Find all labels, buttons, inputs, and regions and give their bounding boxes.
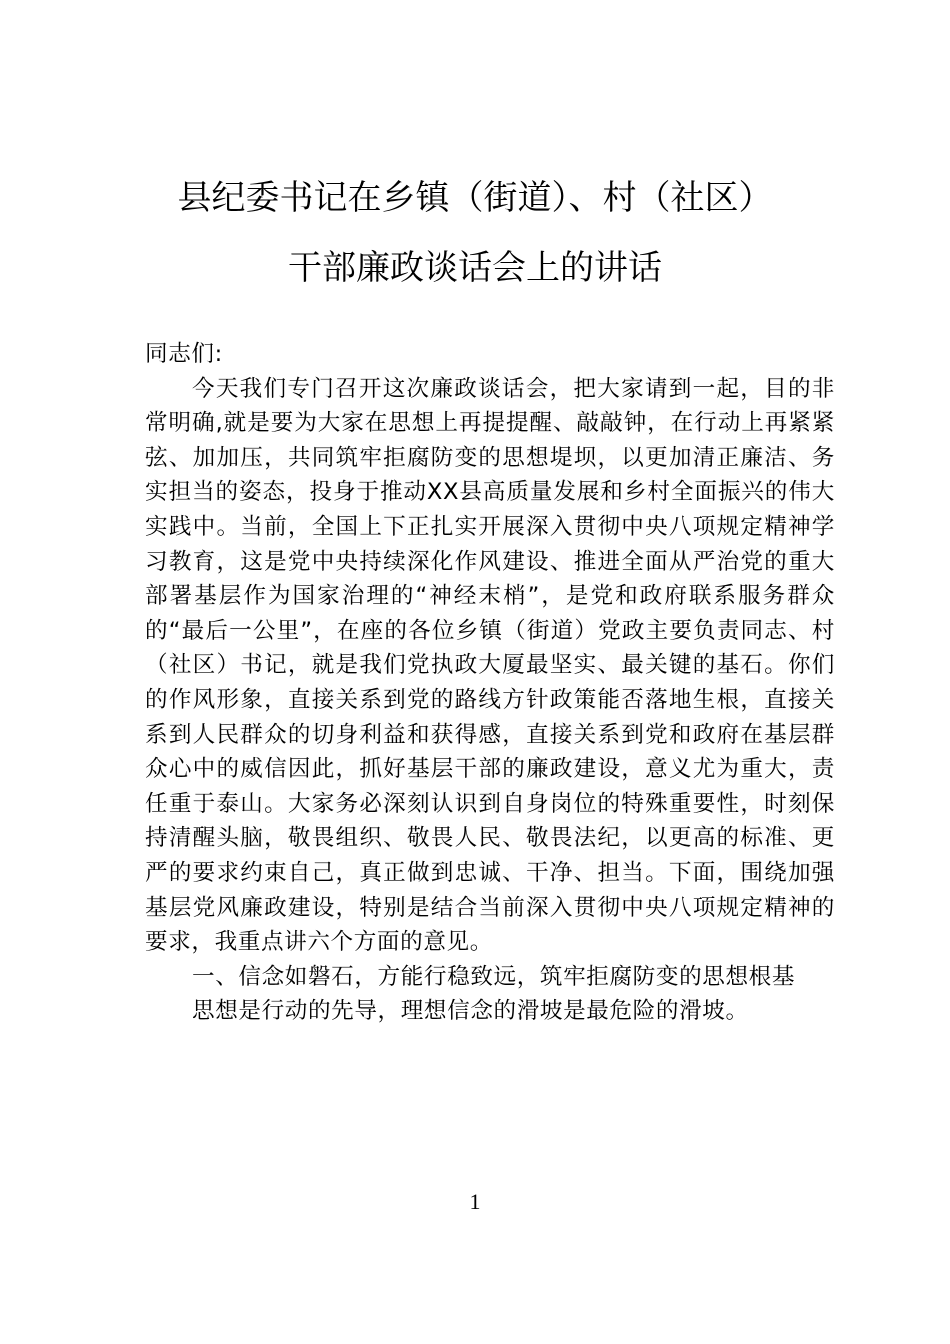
document-title-line-2: 干部廉政谈话会上的讲话 — [288, 248, 662, 288]
page-number: 1 — [469, 1189, 481, 1214]
document-title-line-1: 县纪委书记在乡镇（街道）、村（社区） — [177, 178, 773, 218]
document-body — [145, 337, 835, 1029]
section-heading-1: 一、信念如磐石，方能行稳致远，筑牢拒腐防变的思想根基 — [192, 963, 796, 990]
paragraph-opening: 今天我们专门召开这次廉政谈话会，把大家请到一起，目的非常明确,就是要为大家在思想上再提提醒、敲敲钟，在行动上再紧紧弦、加加压，共同筑牢拒腐防变的思想堤坝，以更加清正廉洁、务实担当的姿态，投身于推动XX县高质量发展和乡村全面振兴的伟大实践中。当前，全国上下正扎实开展深入贯彻中央八项规定精神学习教育，这是党中央持续深化作风建设、推进全面从严治党的重大部署基层作为国家治理的“神经末梢”，是党和政府联系服务群众的“最后一公里”，在座的各位乡镇（街道）党政主要负责同志、村（社区）书记，就是我们党执政大厦最坚实、最关键的基石。你们的作风形象，直接关系到党的路线方针政策能否落地生根，直接关系到人民群众的切身利益和获得感，直接关系到党和政府在基层群众心中的威信因此，抓好基层干部的廉政建设，意义尤为重大，责任重于泰山。大家务必深刻认识到自身岗位的特殊重要性，时刻保持清醒头脑，敬畏组织、敬畏人民、敬畏法纪，以更高的标准、更严的要求约束自己，真正做到忠诚、干净、担当。下面，围绕加强基层党风廉政建设，特别是结合当前深入贯彻中央八项规定精神的要求，我重点讲六个方面的意见。 — [145, 375, 835, 956]
salutation: 同志们: — [145, 341, 223, 367]
paragraph-section-1: 思想是行动的先导，理想信念的滑坡是最危险的滑坡。 — [192, 998, 749, 1025]
